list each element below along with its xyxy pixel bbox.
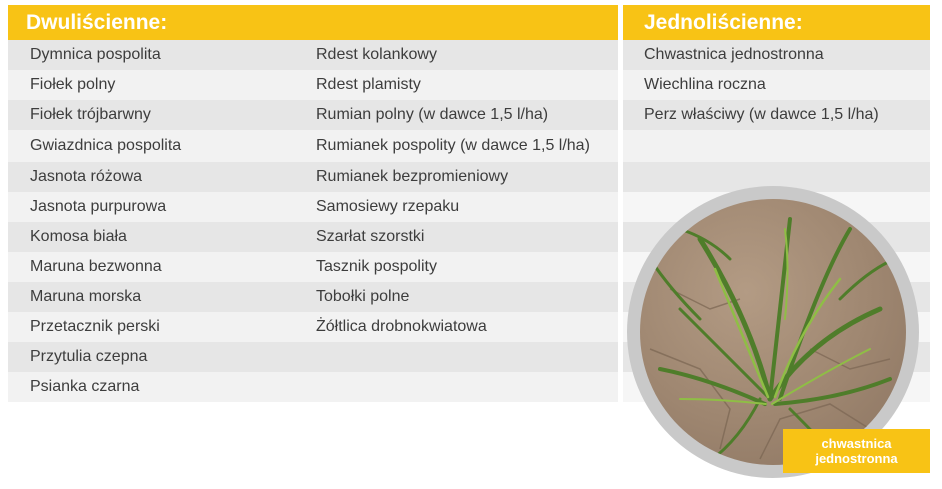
table-row [8,130,618,162]
weed-name: Jasnota purpurowa [30,198,167,215]
table-row [8,100,618,130]
table-row [8,162,618,192]
weed-name: Żółtlica drobnokwiatowa [316,318,487,335]
monocots-header: Jednoliścienne: [623,5,930,40]
weed-name: Jasnota różowa [30,168,143,185]
weed-name: Tasznik pospolity [316,258,437,275]
table-row [623,40,930,70]
weed-name: Tobołki polne [316,288,410,305]
table-row [623,100,930,130]
weed-name: Rdest plamisty [316,76,421,93]
weed-name: Maruna morska [30,288,142,305]
weed-name: Perz właściwy (w dawce 1,5 l/ha) [644,106,879,123]
weed-name: Rdest kolankowy [316,46,437,63]
table-row [8,70,618,100]
weed-name: Szarłat szorstki [316,228,425,245]
table-row [8,312,618,342]
table-row [623,130,930,162]
weed-name: Gwiazdnica pospolita [30,137,182,154]
table-row [623,70,930,100]
weed-name: Fiołek trójbarwny [30,106,151,123]
weed-name: Dymnica pospolita [30,46,161,63]
weed-name: Komosa biała [30,228,127,245]
weed-name: Psianka czarna [30,378,140,395]
table-row [8,222,618,252]
table-row [8,342,618,372]
weed-name: Przytulia czepna [30,348,148,365]
caption-line-2: jednostronna [815,451,898,466]
weed-name: Rumian polny (w dawce 1,5 l/ha) [316,106,549,123]
weed-name: Rumianek pospolity (w dawce 1,5 l/ha) [316,137,590,154]
weed-name: Wiechlina roczna [644,76,766,93]
grass-illustration [640,199,906,465]
weed-name: Samosiewy rzepaku [316,198,460,215]
table-row [8,252,618,282]
caption-line-1: chwastnica [821,436,892,451]
table-row [8,372,618,402]
table-row [8,282,618,312]
weed-name: Maruna bezwonna [30,258,162,275]
weed-name: Fiołek polny [30,76,116,93]
dicots-table [8,40,618,402]
table-row [8,192,618,222]
photo-caption [783,429,930,473]
weed-name: Chwastnica jednostronna [644,46,824,63]
weed-name: Rumianek bezpromieniowy [316,168,509,185]
weed-photo [640,199,906,465]
dicots-header: Dwuliścienne: [8,5,618,40]
weed-name: Przetacznik perski [30,318,160,335]
table-row [8,40,618,70]
